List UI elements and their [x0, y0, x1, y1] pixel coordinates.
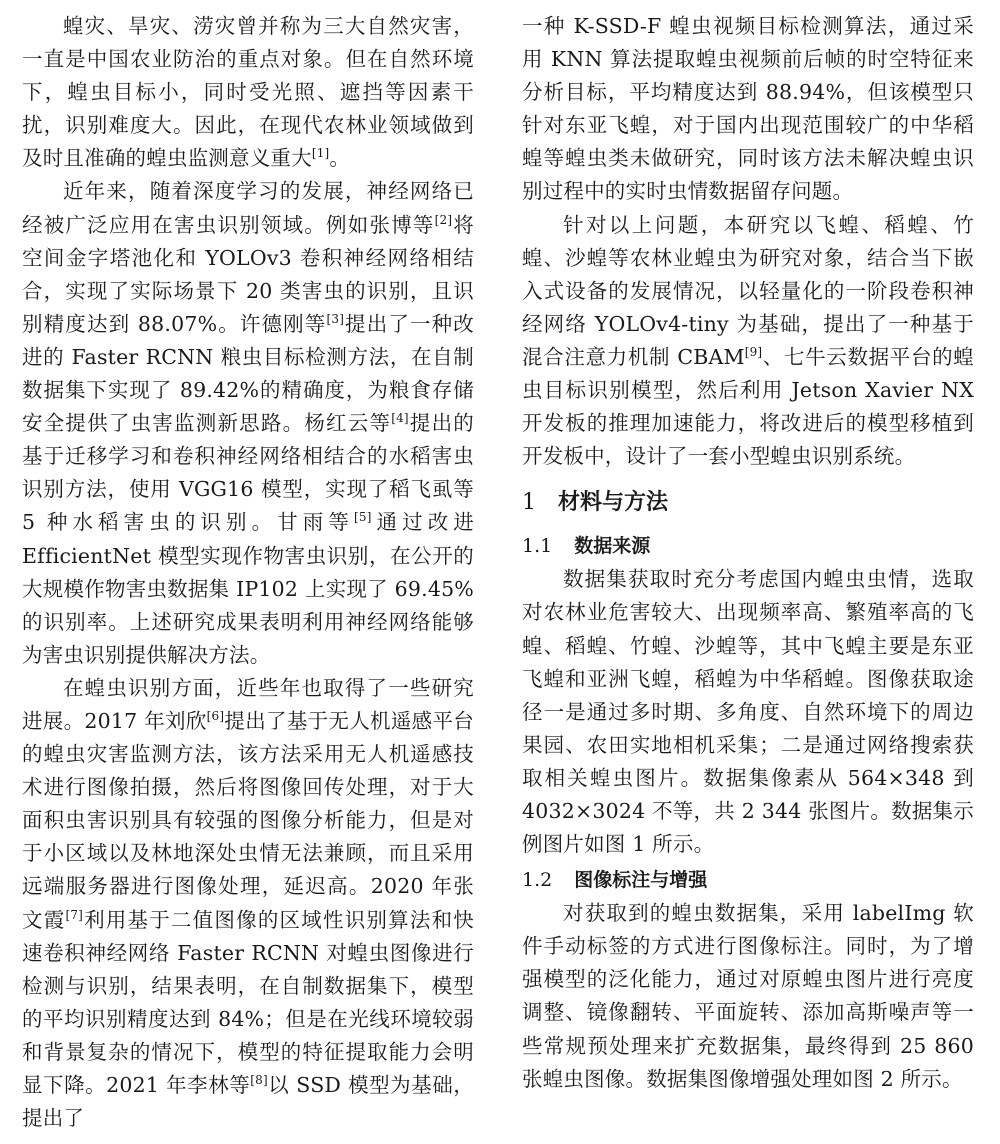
right-column — [522, 10, 974, 1096]
citation-ref: [8] — [250, 1073, 268, 1088]
text-run: 针对以上问题，本研究以飞蝗、稻蝗、竹蝗、沙蝗等农林业蝗虫为研究对象，结合当下嵌入式设备的发展情况，以轻量化的一阶段卷积神经网络 YOLOv4-tiny 为基础，提出了一种基于混合注意力机制 CBAM — [522, 212, 974, 369]
text-run: 以 SSD 模型为基础，提出了 — [22, 1073, 474, 1131]
text-run: 蝗灾、旱灾、涝灾曾并称为三大自然灾害，一直是中国农业防治的重点对象。但在自然环境下，蝗虫目标小，同时受光照、遮挡等因素干扰，识别难度大。因此，在现代农林业领域做到及时且准确的蝗虫监测意义重大 — [22, 14, 474, 171]
citation-ref: [6] — [206, 709, 225, 724]
section-title: 材料与方法 — [558, 490, 669, 516]
text-run: 。 — [329, 146, 351, 171]
citation-ref: [2] — [434, 212, 453, 227]
text-run: 提出了基于无人机遥感平台的蝗虫灾害监测方法，该方法采用无人机遥感技术进行图像拍摄，然后将图像回传处理，对于大面积虫害识别具有较强的图像分析能力，但是对于小区域以及林地深处虫情无法兼顾，而且采用远端服务器进行图像处理，延迟高。2020 年张文霞 — [22, 708, 475, 932]
text-run: 通过改进 EfficientNet 模型实现作物害虫识别，在公开的大规模作物害虫数据集 IP102 上实现了 69.45%的识别率。上述研究成果表明利用神经网络能够为害虫识别提供解决方法。 — [22, 510, 474, 667]
subsection-number: 1.2 — [522, 869, 553, 892]
citation-ref: [1] — [311, 146, 330, 161]
text-run: 在蝗虫识别方面，近些年也取得了一些研究进展。2017 年刘欣 — [22, 675, 474, 733]
section-heading — [522, 487, 974, 519]
paragraph-locust-recognition — [22, 672, 474, 1135]
subsection-title: 数据来源 — [574, 535, 651, 558]
citation-ref: [9] — [744, 345, 763, 360]
text-run: 将空间金字塔池化和 YOLOv3 卷积神经网络相结合，实现了实际场景下 20 类害虫的识别，且识别精度达到 88.07%。许德刚等 — [22, 212, 474, 336]
text-run: 提出了一种改进的 Faster RCNN 粮虫目标检测方法，在自制数据集下实现了 89.42%的精确度，为粮食存储安全提供了虫害监测新思路。杨红云等 — [22, 311, 474, 436]
text-run: 、七牛云数据平台的蝗虫目标识别模型，然后利用 Jetson Xavier NX 开发板的推理加速能力，将改进后的模型移植到开发板中，设计了一套小型蝗虫识别系统。 — [522, 344, 975, 469]
paragraph-annotation-augmentation: 对获取到的蝗虫数据集，采用 labelImg 软件手动标签的方式进行图像标注。同时，为了增强模型的泛化能力，通过对原蝗虫图片进行亮度调整、镜像翻转、平面旋转、添加高斯噪声等一些常规预处理来扩充数据集，最终得到 25 860 张蝗虫图像。数据集图像增强处理如图 2 所示。 — [522, 901, 974, 1091]
citation-ref: [5] — [354, 510, 372, 525]
paragraph-research-aim — [522, 209, 974, 474]
citation-ref: [3] — [326, 312, 345, 327]
citation-ref: [7] — [65, 907, 84, 922]
subsection-title: 图像标注与增强 — [574, 869, 708, 892]
paragraph-data-source: 数据集获取时充分考虑国内蝗虫虫情，选取对农林业危害较大、出现频率高、繁殖率高的飞蝗、稻蝗、竹蝗、沙蝗等，其中飞蝗主要是东亚飞蝗和亚洲飞蝗，稻蝗为中华稻蝗。图像获取途径一是通过多时期、多角度、自然环境下的周边果园、农田实地相机采集；二是通过网络搜索获取相关蝗虫图片。数据集像素从 564×348 到 4032×3024 不等，共 2 344 张图片。数据集示例图片如图 1 所示。 — [522, 567, 974, 857]
text-run: 近年来，随着深度学习的发展，神经网络已经被广泛应用在害虫识别领域。例如张博等 — [22, 179, 474, 237]
section-number: 1 — [522, 490, 536, 516]
subsection-heading — [522, 531, 974, 561]
subsection-number: 1.1 — [522, 535, 553, 558]
paragraph-intro — [22, 10, 474, 175]
left-column — [22, 10, 474, 1135]
text-run: 利用基于二值图像的区域性识别算法和快速卷积神经网络 Faster RCNN 对蝗虫图像进行检测与识别，结果表明，在自制数据集下，模型的平均识别精度达到 84%；但是在光线环境较弱和背景复杂的情况下，模型的特征提取能力会明显下降。2021 年李林等 — [22, 907, 474, 1097]
citation-ref: [4] — [391, 411, 409, 426]
paragraph-related-work — [22, 175, 474, 671]
subsection-heading — [522, 865, 974, 895]
paragraph-locust-recognition-continued: 一种 K-SSD-F 蝗虫视频目标检测算法，通过采用 KNN 算法提取蝗虫视频前后帧的时空特征来分析目标，平均精度达到 88.94%，但该模型只针对东亚飞蝗，对于国内出现范围较广的中华稻蝗等蝗虫类未做研究，同时该方法未解决蝗虫识别过程中的实时虫情数据留存问题。 — [522, 14, 974, 204]
text-run: 提出的基于迁移学习和卷积神经网络相结合的水稻害虫识别方法，使用 VGG16 模型，实现了稻飞虱等 5 种水稻害虫的识别。甘雨等 — [22, 411, 474, 535]
